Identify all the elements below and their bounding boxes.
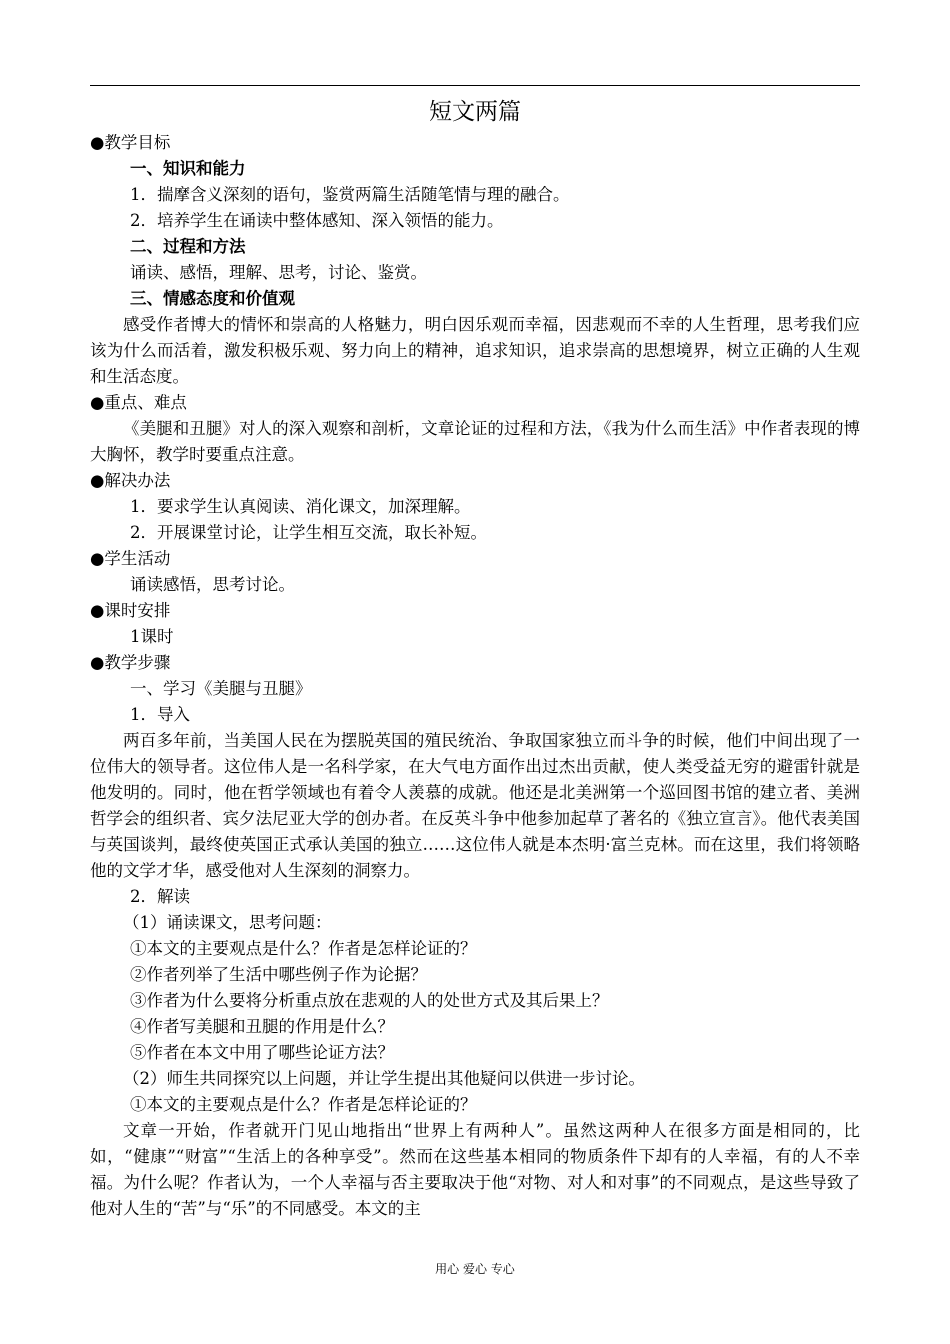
text-line: 诵读、感悟，理解、思考，讨论、鉴赏。 xyxy=(130,263,427,282)
document-page xyxy=(90,94,860,1222)
question-item: ②作者列举了生活中哪些例子作为论据？ xyxy=(130,965,427,984)
question-item: ③作者为什么要将分析重点放在悲观的人的处世方式及其后果上？ xyxy=(130,991,609,1010)
subheading-knowledge: 一、知识和能力 xyxy=(130,159,246,178)
text-line: 2．培养学生在诵读中整体感知、深入领悟的能力。 xyxy=(130,211,504,230)
section-heading-activities: ● 学生活动 xyxy=(90,546,860,572)
paragraph-introduction: 两百多年前，当美国人民在为摆脱英国的殖民统治、争取国家独立而斗争的时候，他们中间出现了一位伟大的领导者。这位伟人是一名科学家，在大气电方面作出过杰出贡献，使人类受益无穷的避雷针就是他发明的。同时，他在哲学领域也有着令人羡慕的成就。他还是北美洲第一个巡回图书馆的建立者、美洲哲学会的组织者、宾夕法尼亚大学的创办者。在反英斗争中他参加起草了著名的《独立宣言》。他代表美国与英国谈判，最终使英国正式承认美国的独立……这位伟人就是本杰明·富兰克林。而在这里，我们将领略他的文学才华，感受他对人生深刻的洞察力。 xyxy=(90,731,860,880)
section-heading-goals: ● 教学目标 xyxy=(90,130,860,156)
text-line: 诵读感悟，思考讨论。 xyxy=(130,575,295,594)
question-item: ①本文的主要观点是什么？作者是怎样论证的？ xyxy=(130,1095,477,1114)
header-rule xyxy=(90,85,860,86)
question-item: ⑤作者在本文中用了哪些论证方法？ xyxy=(130,1043,394,1062)
section-heading-steps: ● 教学步骤 xyxy=(90,650,860,676)
page-title: 短文两篇 xyxy=(429,99,521,125)
section-heading-solutions: ● 解决办法 xyxy=(90,468,860,494)
page-footer: 用心 爱心 专心 xyxy=(435,1262,515,1276)
text-line: 2．解读 xyxy=(130,887,190,906)
paragraph-values: 感受作者博大的情怀和崇高的人格魅力，明白因乐观而幸福，因悲观而不幸的人生哲理，思考我们应该为什么而活着，激发积极乐观、努力向上的精神，追求知识，追求崇高的思想境界，树立正确的人生观和生活态度。 xyxy=(90,315,860,386)
text-line: （1）诵读课文，思考问题： xyxy=(123,913,332,932)
text-line: （2）师生共同探究以上问题，并让学生提出其他疑问以供进一步讨论。 xyxy=(123,1069,645,1088)
paragraph-answer: 文章一开始，作者就开门见山地指出“世界上有两种人”。虽然这两种人在很多方面是相同的，比如，“健康”“财富”“生活上的各种享受”。然而在这些基本相同的物质条件下却有的人幸福，有的人不幸福。为什么呢？作者认为，一个人幸福与否主要取决于他“对物、对人和对事”的不同观点，是这些导致了他对人生的“苦”与“乐”的不同感受。本文的主 xyxy=(90,1121,860,1218)
text-line: 1课时 xyxy=(130,627,174,646)
question-item: ①本文的主要观点是什么？作者是怎样论证的？ xyxy=(130,939,477,958)
section-heading-schedule: ● 课时安排 xyxy=(90,598,860,624)
question-item: ④作者写美腿和丑腿的作用是什么？ xyxy=(130,1017,394,1036)
text-line: 2．开展课堂讨论，让学生相互交流，取长补短。 xyxy=(130,523,487,542)
text-line: 一、学习《美腿与丑腿》 xyxy=(130,679,312,698)
text-line: 1．揣摩含义深刻的语句，鉴赏两篇生活随笔情与理的融合。 xyxy=(130,185,570,204)
text-line: 1．导入 xyxy=(130,705,190,724)
paragraph-key-points: 《美腿和丑腿》对人的深入观察和剖析，文章论证的过程和方法，《我为什么而生活》中作者表现的博大胸怀，教学时要重点注意。 xyxy=(90,419,860,464)
text-line: 1．要求学生认真阅读、消化课文，加深理解。 xyxy=(130,497,471,516)
subheading-process: 二、过程和方法 xyxy=(130,237,246,256)
section-heading-key-points: ● 重点、难点 xyxy=(90,390,860,416)
subheading-values: 三、情感态度和价值观 xyxy=(130,289,295,308)
